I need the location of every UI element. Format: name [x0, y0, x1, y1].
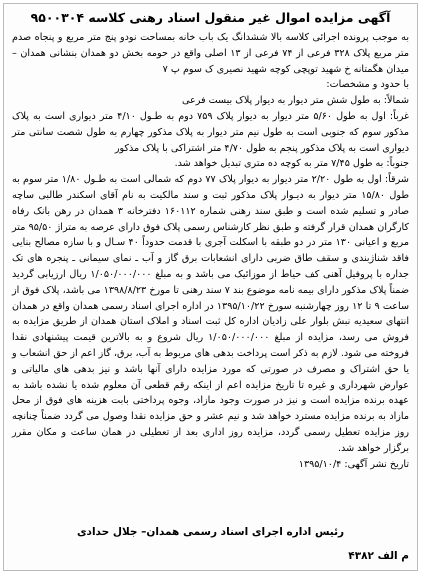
north-boundary: شمالاً: به طول شش متر دیوار به دیوار پلاک بیست فرعی	[181, 95, 409, 107]
auction-notice	[3, 3, 418, 571]
notice-body	[12, 30, 409, 472]
boundaries-heading: با حدود و مشخصات:	[326, 79, 409, 91]
intro-paragraph: به موجب پرونده اجرائی کلاسه بالا ششدانگ یک باب خانه بمساحت نودو پنج متر مربع و پنجاه صدم متر مربع پلاک ۳۲۸ فرعی از ۷۴ فرعی از ۱۳ اصلی واقع در حومه بخش دو همدان بنشانی همدان – میدان هگمتانه خ شهید توپچی کوچه شهید نصیری ک سوم پ ۷	[12, 32, 409, 75]
notice-code: م الف ۴۳۸۲	[348, 550, 409, 562]
west-boundary: غرباً: اول به طول ۵/۶۰ متر دیوار به دیوار پلاک ۷۵۹ دوم به طـول ۴/۱۰ متر دیواری است به پلاک مذکور سوم که جنوبی است به طول نیم متر دیوار به پلاک مذکور چهارم به طول شصت سانتی متر دیواری است به پلاک مذکور پنجم به طول ۴/۷۰ متر اشتراکی با پلاک مذکور	[12, 110, 409, 154]
east-boundary-and-terms: شرقاً: اول به طول ۲/۲۰ متر دیوار به دیوار پلاک ۷۷ دوم که شمالی است به طـول ۱/۸۰ متر سوم به طول ۱۵/۸۰ متر دیوار به دیـوار پلاک مذکور ثبت و سند مالکیت به نام آقای اسکندر طالبی ساچه صادر و تسلیم شده است و طبق سند رهنی شماره ۱۶۰۱۱۲ دفترخانه ۳ همدان در رهن بانک رفاه کارگران همدان قرار گرفته و طبق نظر کارشناس رسمی پلاک فوق دارای عرصه به متراژ ۹۵/۵۰ متر مربع و اعیانی ۱۳۰ متر در دو طبقه با اسکلت آجری با قدمت حدوداً ۴۰ سـال و با سازه مصالح بنایی فاقد شناژبندی و سقف طاق ضربی دارای انشعابات برق گاز و آب ـ نمای سیمانی ـ پنجره های تک جداره با پروفیل آهنی کف حیاط از موزائیک می باشد و به مبلغ ۱/۰۵۰/۰۰۰/۰۰۰ ریال ارزیابی گردید ضمناً پلاک مذکور دارای بیمه نامه موضوع بند ۷ سند رهنی تا مورخ ۱۳۹۸/۸/۲۳ می باشد، پلاک فوق از ساعت ۹ تا ۱۲ روز چهارشنبه سورخ ۱۳۹۵/۱۰/۲۲ در اداره اجرای اسناد رسمی همدان واقع در همدان انتهای سعیدیه نبش بلوار علی زادیان اداره کل ثبت اسناد و املاک استان همدان از طریق مزایده به فروش می رسد، مزایده از مبلغ ۱/۰۵۰/۰۰۰/۰۰۰ ریال شروع و به بالاترین قیمت پیشنهادی نقدا فروخته می شود. لازم به ذکر است پرداخت بدهی های مربوط به آب، برق، گاز اعم از حق انشعاب و یا حق اشتراک و مصرف در صورتی که مورد مزایده دارای آنها باشد و نیز بدهی های مالیاتی و عوارض شهرداری و غیره تا تاریخ مزایده اعم از اینکه رقم قطعی آن معلوم شده یا نشده باشد به عهده برنده مزایده است و نیز در صورت وجود مازاد، وجوه پرداختی بابت هزینه های فوق از محل مازاد به برنده مزایده مسترد خواهد شد و نیم عشر و حق مزایده نقدا وصول می گردد ضمناً چنانچه روز مزایده تعطیل رسمی گردد، مزایده روز اداری بعد از تعطیلی در همان ساعت و مکان مقرر برگزار خواهد شد.	[12, 174, 409, 454]
signature: رئیس اداره اجرای اسناد رسمی همدان– جلال حدادی	[76, 526, 345, 538]
notice-title: آگهی مزایده اموال غیر منقول اسناد رهنی کلاسه ۹۵۰۰۳۰۴	[30, 10, 391, 25]
publish-date: تاریخ نشر آگهی: ۱۳۹۵/۱۰/۴	[298, 458, 409, 470]
south-boundary: جنوباً: به طول ۷/۴۵ متر به کوچه ده متری تبدیل خواهد شد.	[174, 158, 409, 170]
